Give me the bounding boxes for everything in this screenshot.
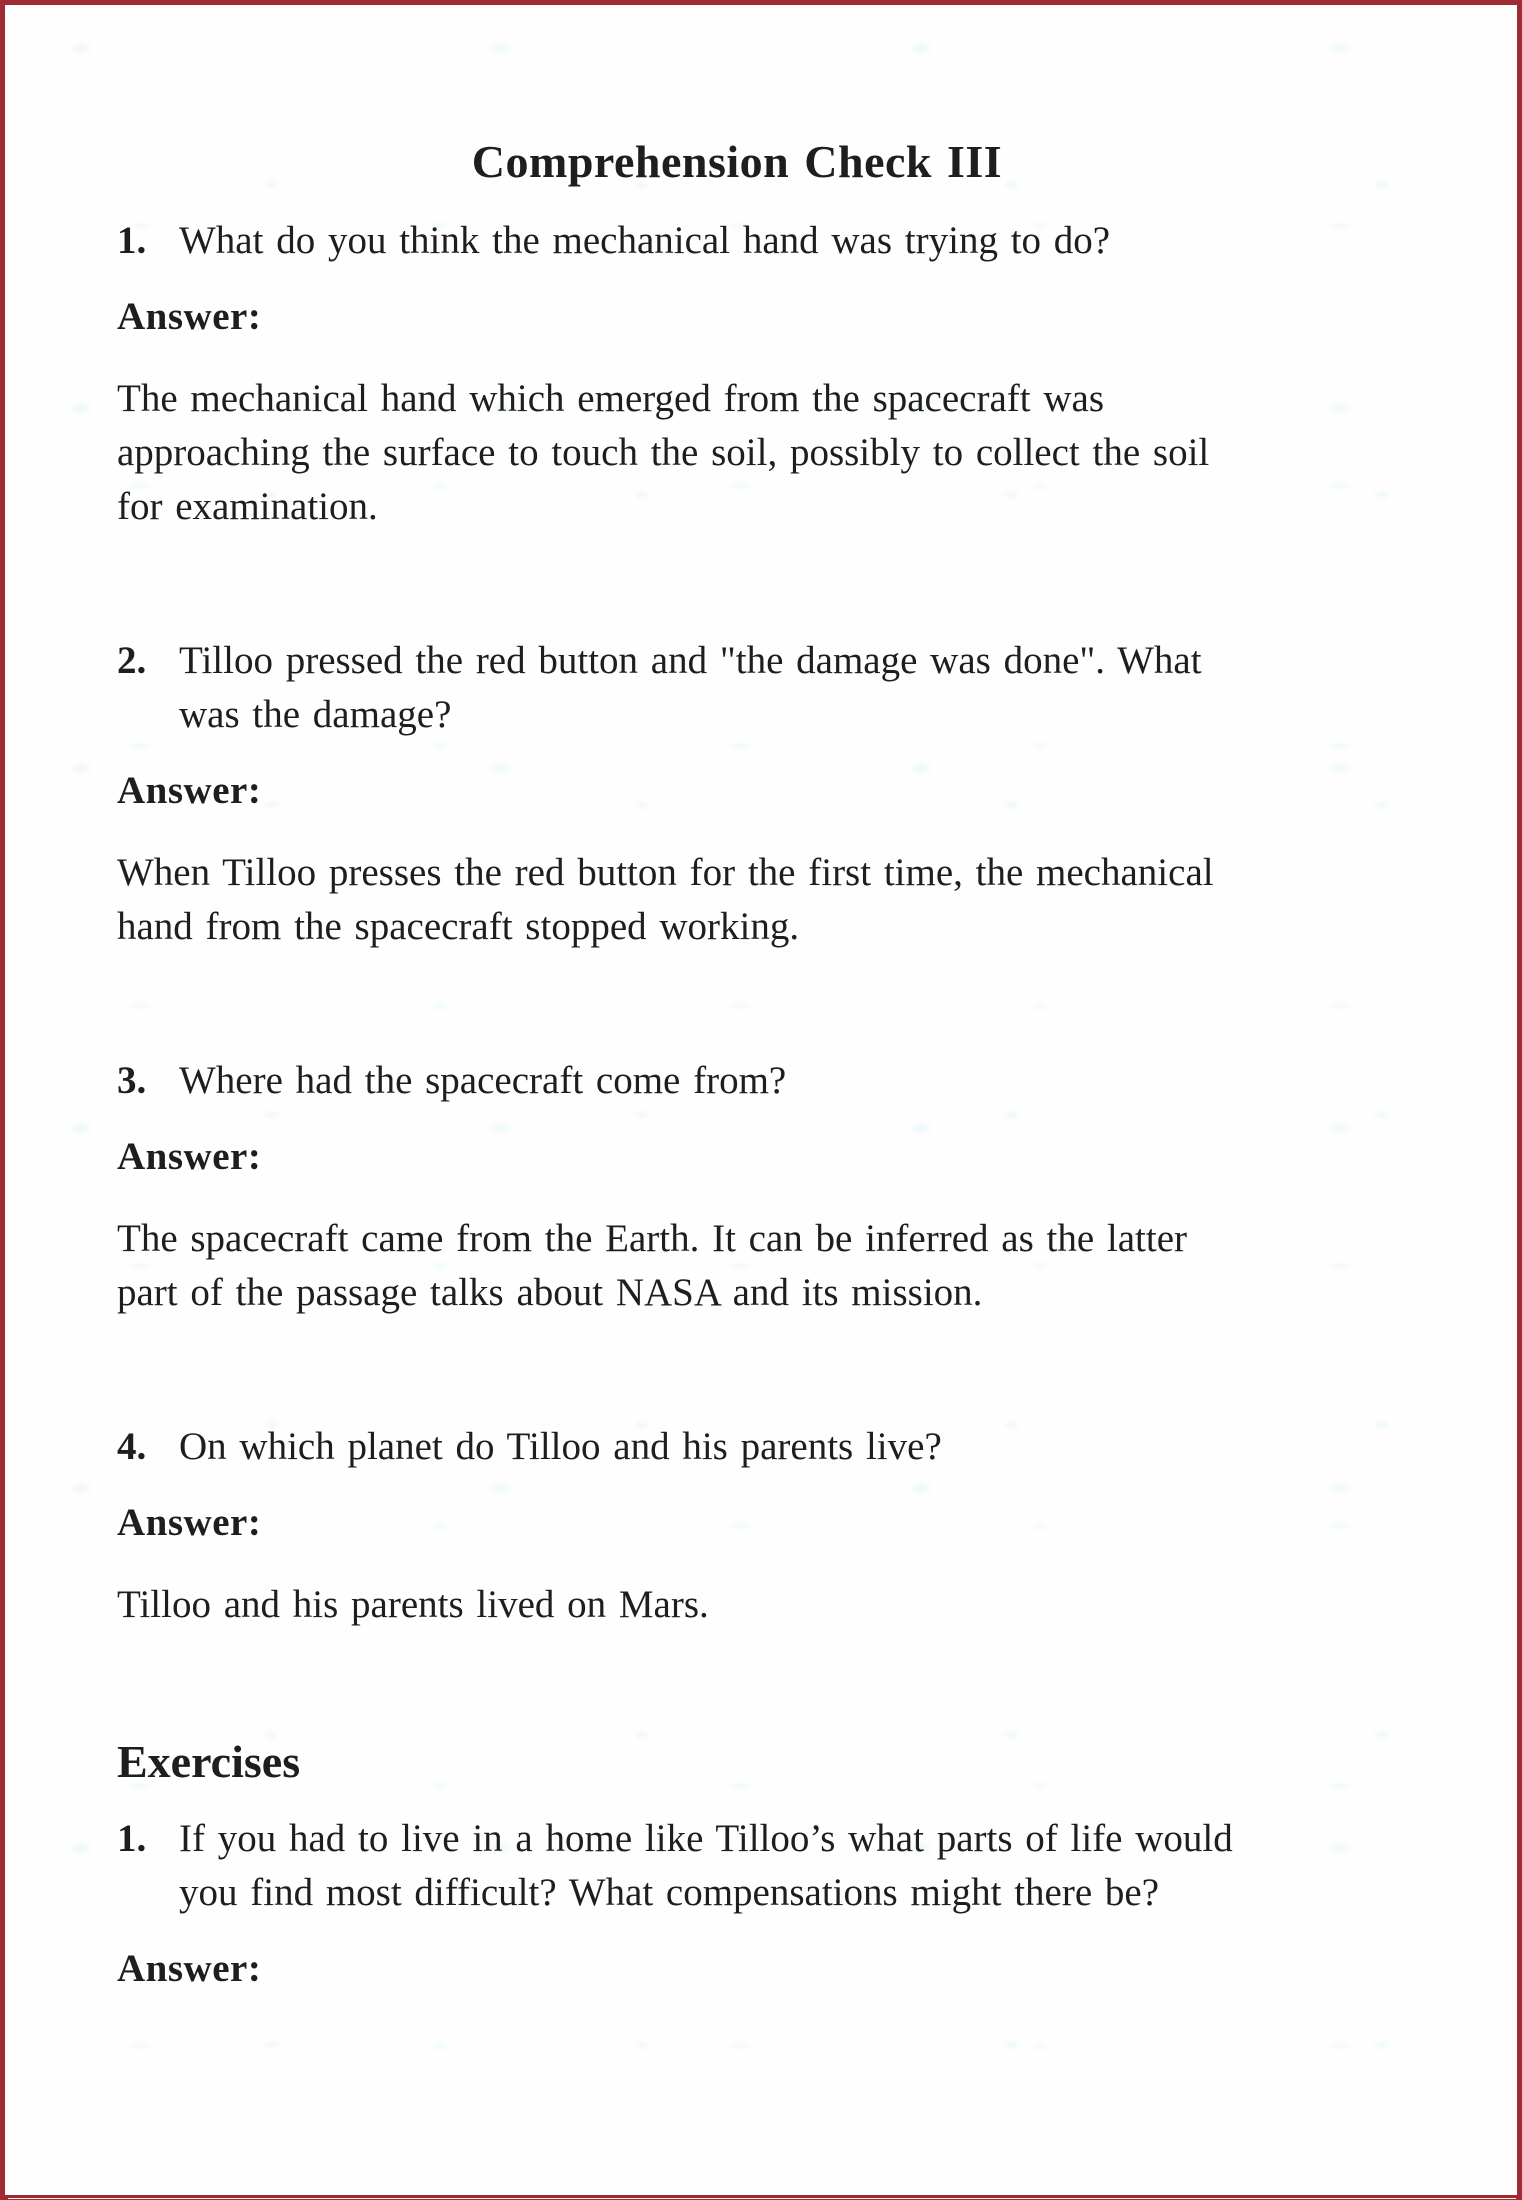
question-2 [117,634,1507,742]
question-1 [117,214,1507,268]
question-4 [117,1420,1507,1474]
answer-label: Answer: [117,1947,262,1990]
exercise-question-1 [117,1812,1507,1920]
answer-label: Answer: [117,769,262,812]
question-text-line: was the damage? [179,693,452,736]
answer-text-line: hand from the spacecraft stopped working. [117,905,800,948]
qa-block-3 [117,1054,1507,1320]
answer-text-line: part of the passage talks about NASA and its mission. [117,1271,983,1314]
answer-4 [117,1578,1507,1632]
question-number: 3. [117,1059,147,1102]
question-text-line: If you had to live in a home like Tilloo’s what parts of life would [179,1817,1233,1860]
answer-label: Answer: [117,295,262,338]
page-title: Comprehension Check III [471,136,1003,187]
question-text-line: you find most difficult? What compensations might there be? [179,1871,1160,1914]
exercises-heading: Exercises [117,1736,301,1787]
question-3 [117,1054,1507,1108]
exercise-block-1 [117,1812,1507,1996]
answer-label: Answer: [117,1501,262,1544]
answer-text-line: The mechanical hand which emerged from the spacecraft was [117,377,1105,420]
question-number: 1. [117,1817,147,1860]
qa-block-1 [117,214,1507,534]
qa-block-4 [117,1420,1507,1632]
question-text-line: What do you think the mechanical hand was trying to do? [179,219,1111,262]
question-number: 4. [117,1425,147,1468]
question-text-line: Where had the spacecraft come from? [179,1059,787,1102]
answer-label: Answer: [117,1135,262,1178]
question-number: 1. [117,219,147,262]
question-text-line: Tilloo pressed the red button and "the damage was done". What [179,639,1202,682]
answer-text-line: Tilloo and his parents lived on Mars. [117,1583,709,1626]
question-text-line: On which planet do Tilloo and his parents live? [179,1425,942,1468]
page-content [5,5,1507,1996]
question-number: 2. [117,639,147,682]
answer-3 [117,1212,1507,1320]
page-inner [2,2,1520,2198]
qa-block-2 [117,634,1507,954]
answer-text-line: approaching the surface to touch the soil, possibly to collect the soil [117,431,1210,474]
answer-text-line: When Tilloo presses the red button for the first time, the mechanical [117,851,1214,894]
answer-text-line: The spacecraft came from the Earth. It can be inferred as the latter [117,1217,1188,1260]
answer-text-line: for examination. [117,485,378,528]
answer-2 [117,846,1507,954]
answer-1 [117,372,1507,534]
